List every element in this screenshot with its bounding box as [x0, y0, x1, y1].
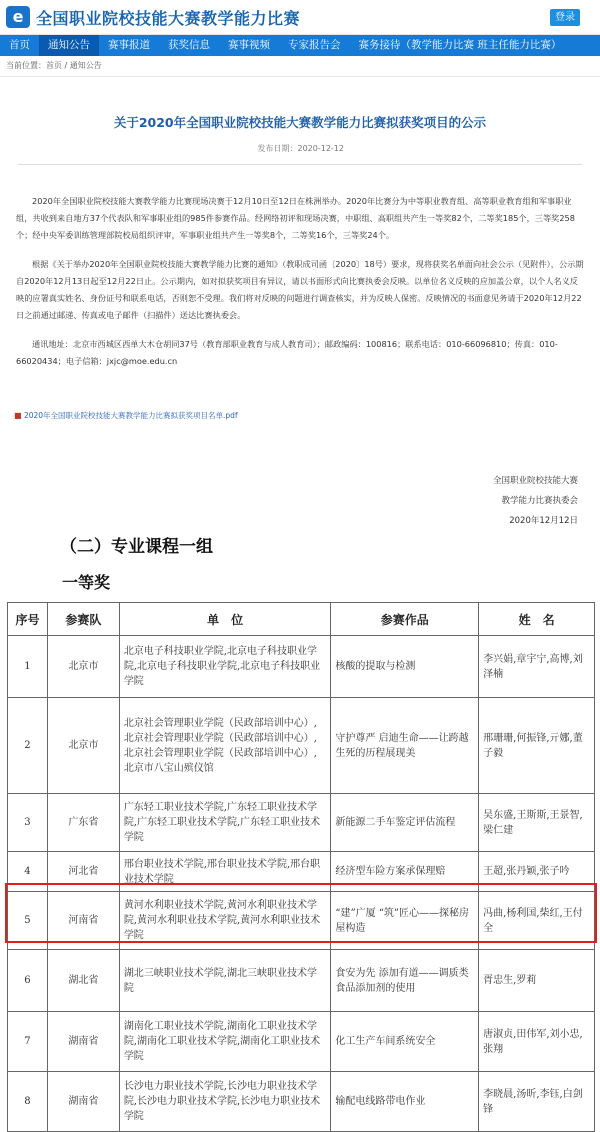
table-row: [8, 1072, 595, 1132]
cell-index: 3: [8, 794, 48, 852]
cell-names: 吴东盛,王斯斯,王景智,梁仁建: [479, 794, 595, 852]
cell-team: 北京市: [47, 636, 119, 698]
breadcrumb: 当前位置：首页 / 通知公告: [0, 56, 600, 77]
cell-index: 5: [8, 892, 48, 950]
cell-names: 唐淑贞,田伟军,刘小忠,张翔: [479, 1012, 595, 1072]
cell-index: 1: [8, 636, 48, 698]
cell-names: 胥忠生,罗莉: [479, 950, 595, 1012]
site-logo-icon[interactable]: e: [6, 6, 30, 28]
col-header-index: 序号: [8, 603, 48, 636]
table-header-row: [8, 603, 595, 636]
cell-work: 化工生产车间系统安全: [331, 1012, 479, 1072]
signature-date: 2020年12月12日: [509, 516, 578, 526]
cell-unit: 邢台职业技术学院,邢台职业技术学院,邢台职业技术学院: [119, 852, 331, 892]
pdf-icon: ■: [14, 411, 22, 420]
site-title[interactable]: 全国职业院校技能大赛教学能力比赛: [36, 9, 301, 28]
cell-index: 2: [8, 698, 48, 794]
cell-names: 邢珊珊,何振锋,亓娜,董子毅: [479, 698, 595, 794]
nav-notices[interactable]: 通知公告: [39, 35, 99, 56]
table-row: [8, 698, 595, 794]
nav-expert-talks[interactable]: 专家报告会: [288, 39, 341, 51]
table-row: [8, 636, 595, 698]
divider: [18, 164, 582, 165]
cell-index: 8: [8, 1072, 48, 1132]
main-nav: [0, 35, 600, 56]
award-heading: 一等奖: [62, 573, 111, 592]
cell-work: 核酸的提取与检测: [331, 636, 479, 698]
article-date: 发布日期：2020-12-12: [257, 144, 344, 153]
nav-reports[interactable]: 赛事报道: [108, 39, 150, 51]
cell-work: 新能源二手车鉴定评估流程: [331, 794, 479, 852]
attachment-link[interactable]: [14, 410, 590, 421]
article-paragraph: 根据《关于举办2020年全国职业院校技能大赛教学能力比赛的通知》（教职成司函〔2020〕18号）要求，现将获奖名单面向社会公示（见附件），公示期自2020年12月13日起至12月22日止。公示期内，如对拟获奖项目有异议，请以书面形式向比赛执委会反映。以单位名义反映的应加盖公章，以个人名义反映的应署真实姓名、身份证号和联系电话，否则恕不受理。我们将对反映的问题进行调查核实，并为反映人保密。反映情况的书面意见务请于2020年12月22日之前通过邮递、传真或电子邮件（扫描件）送达比赛执委会。: [16, 259, 584, 320]
nav-reception[interactable]: 赛务接待（教学能力比赛 班主任能力比赛）: [358, 39, 562, 51]
attachment-label: 2020年全国职业院校技能大赛教学能力比赛拟获奖项目名单.pdf: [23, 411, 238, 420]
article-title: 关于2020年全国职业院校技能大赛教学能力比赛拟获奖项目的公示: [113, 115, 487, 130]
cell-work: 守护尊严 启迪生命——让跨越生死的历程展现美: [331, 698, 479, 794]
table-row: [8, 950, 595, 1012]
article: [0, 113, 600, 421]
article-paragraph: 2020年全国职业院校技能大赛教学能力比赛现场决赛于12月10日至12日在株洲举办。2020年比赛分为中等职业教育组、高等职业教育组和军事职业组，共收到来自地方37个代表队和军事职业组的985件参赛作品。经网络初评和现场决赛，中职组、高职组共产生一等奖82个，二等奖185个，三等奖258个；经中央军委训练管理部院校局组织评审，军事职业组共产生一等奖8个，二等奖16个，三等奖24个。: [16, 196, 575, 240]
cell-index: 4: [8, 852, 48, 892]
cell-unit: 北京电子科技职业学院,北京电子科技职业学院,北京电子科技职业学院,北京电子科技职业学院: [119, 636, 331, 698]
cell-index: 7: [8, 1012, 48, 1072]
signature-org: 全国职业院校技能大赛: [492, 476, 578, 486]
section-heading: （二）专业课程一组: [60, 537, 213, 557]
results-table: [7, 602, 595, 1132]
cell-index: 6: [8, 950, 48, 1012]
cell-unit: 湖南化工职业技术学院,湖南化工职业技术学院,湖南化工职业技术学院,湖南化工职业技术学院: [119, 1012, 331, 1072]
nav-home[interactable]: 首页: [9, 39, 30, 51]
cell-team: 湖北省: [47, 950, 119, 1012]
site-header: [0, 0, 600, 35]
cell-names: 王超,张丹颖,张子吟: [479, 852, 595, 892]
cell-names: 冯曲,杨利国,柴红,王付全: [479, 892, 595, 950]
cell-names: 李兴娟,章宇宁,高博,刘泽楠: [479, 636, 595, 698]
col-header-unit: 单 位: [119, 603, 331, 636]
cell-work: 经济型车险方案承保理赔: [331, 852, 479, 892]
cell-team: 湖南省: [47, 1012, 119, 1072]
highlight-box: [5, 883, 597, 943]
cell-unit: 广东轻工职业技术学院,广东轻工职业技术学院,广东轻工职业技术学院,广东轻工职业技术学院: [119, 794, 331, 852]
nav-videos[interactable]: 赛事视频: [228, 39, 270, 51]
cell-team: 河北省: [47, 852, 119, 892]
cell-work: 输配电线路带电作业: [331, 1072, 479, 1132]
col-header-names: 姓 名: [479, 603, 595, 636]
cell-names: 李晓晨,汤昕,李钰,白剑锋: [479, 1072, 595, 1132]
cell-team: 广东省: [47, 794, 119, 852]
table-row: [8, 1012, 595, 1072]
cell-unit: 长沙电力职业技术学院,长沙电力职业技术学院,长沙电力职业技术学院,长沙电力职业技术学院: [119, 1072, 331, 1132]
cell-work: 食安为先 添加有道——调质类食品添加剂的使用: [331, 950, 479, 1012]
cell-team: 北京市: [47, 698, 119, 794]
cell-team: 湖南省: [47, 1072, 119, 1132]
cell-unit: 黄河水利职业技术学院,黄河水利职业技术学院,黄河水利职业技术学院,黄河水利职业技术学院: [119, 892, 331, 950]
nav-awards[interactable]: 获奖信息: [168, 39, 210, 51]
cell-unit: 北京社会管理职业学院（民政部培训中心）,北京社会管理职业学院（民政部培训中心）,北京社会管理职业学院（民政部培训中心）,北京市八宝山殡仪馆: [119, 698, 331, 794]
col-header-team: 参赛队: [47, 603, 119, 636]
col-header-work: 参赛作品: [331, 603, 479, 636]
login-button[interactable]: 登录: [550, 9, 580, 26]
cell-unit: 湖北三峡职业技术学院,湖北三峡职业技术学院: [119, 950, 331, 1012]
cell-team: 河南省: [47, 892, 119, 950]
cell-work: “建”广厦 “筑”匠心——探秘房屋构造: [331, 892, 479, 950]
table-row: [8, 794, 595, 852]
signature-committee: 教学能力比赛执委会: [501, 496, 578, 506]
article-paragraph: 通讯地址：北京市西城区西单大木仓胡同37号（教育部职业教育与成人教育司）；邮政编码：100816；联系电话：010-66096810；传真：010-66020434；电子信箱：jxjc@moe.edu.cn: [16, 339, 558, 366]
